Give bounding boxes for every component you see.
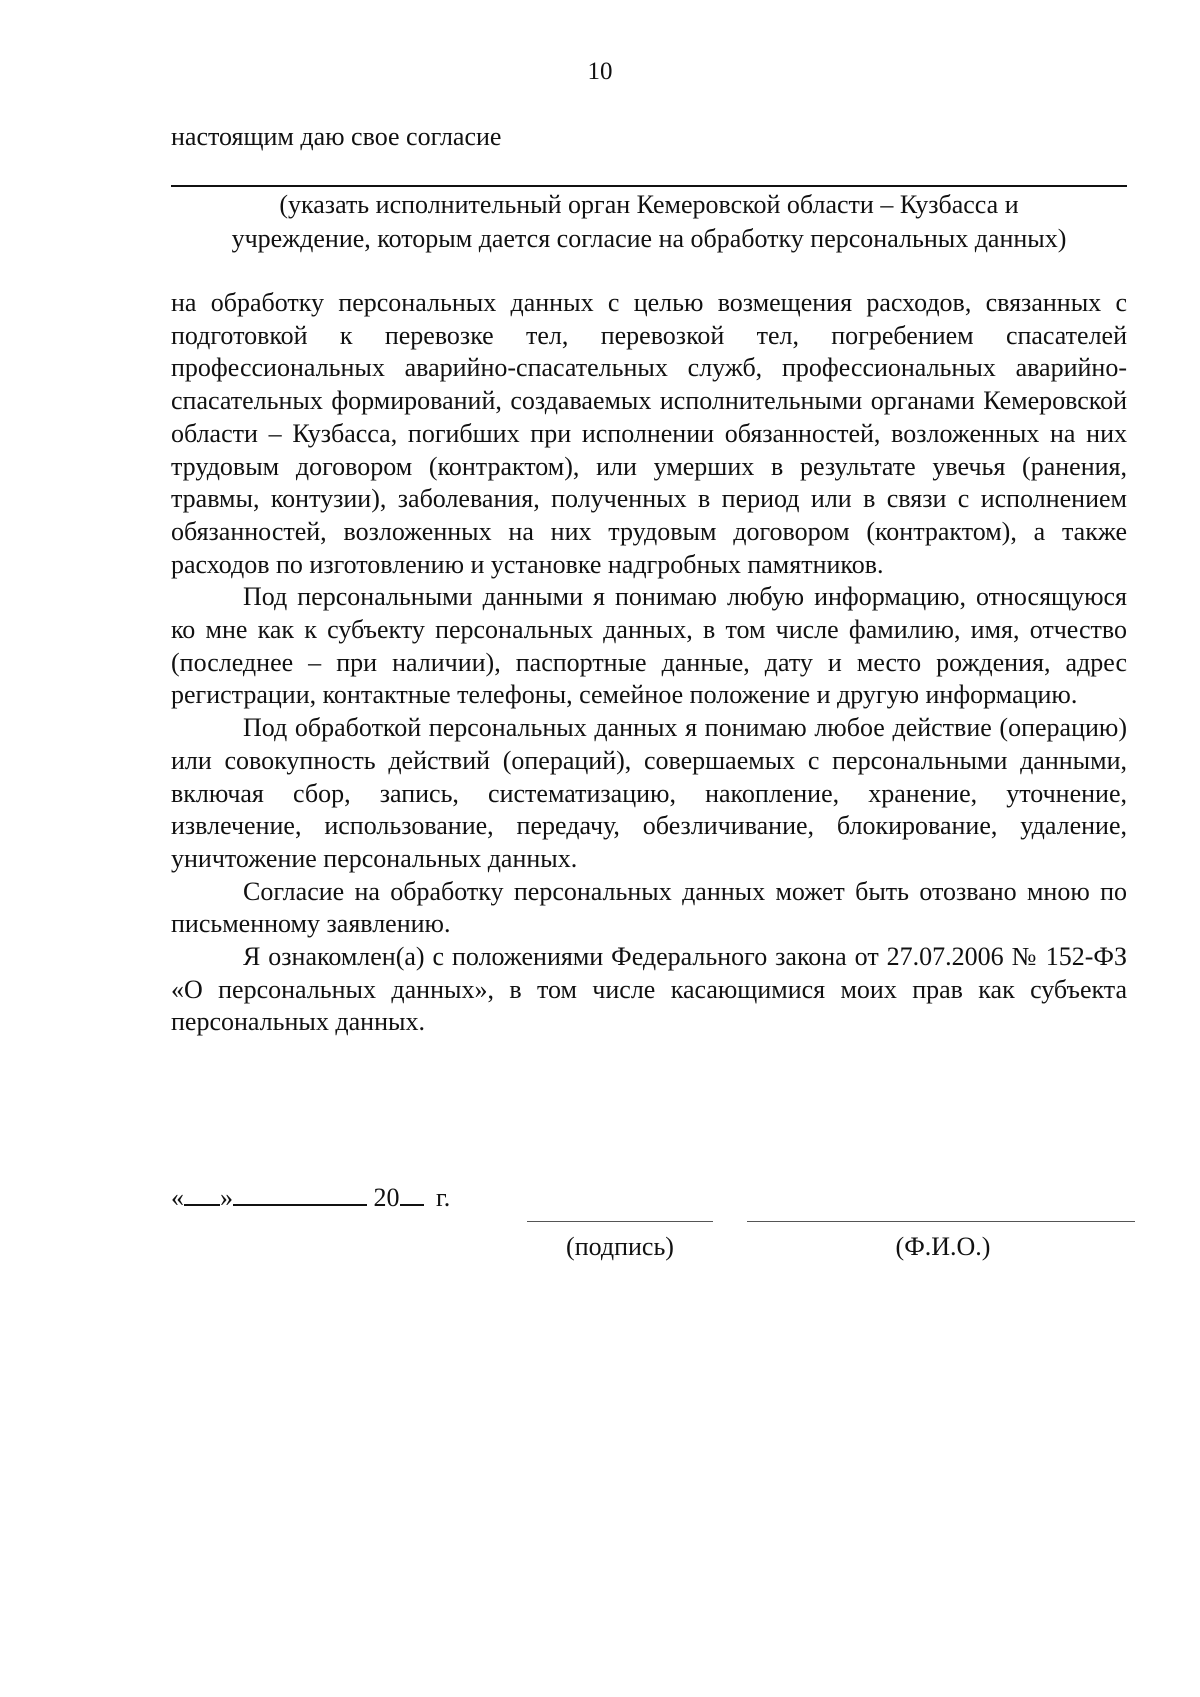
paragraph-purpose: на обработку персональных данных с целью возмещения расходов, связанных с подготовкой к перевозке тел, перевозкой тел, погребением спасателей профессиональных аварийно-спасательных служб, профессиональных аварийно-спасательных формирований, создаваемых исполнительными органами Кемеровской области – Кузбасса, погибших при исполнении обязанностей, возложенных на них трудовым договором (контрактом), или умерших в результате увечья (ранения, травмы, контузии), заболевания, полученных в период или в связи с исполнением обязанностей, возложенных на них трудовым договором (контрактом), а также расходов по изготовлению и установке надгробных памятников.	[171, 288, 1127, 579]
year-suffix: г.	[436, 1183, 451, 1212]
signature-line	[527, 1221, 713, 1222]
paragraph-acknowledgement: Я ознакомлен(а) с положениями Федерального закона от 27.07.2006 № 152-ФЗ «О персональных данных», в том числе касающимися моих прав как субъекта персональных данных.	[171, 942, 1127, 1037]
day-blank	[184, 1182, 220, 1206]
fio-caption: (Ф.И.О.)	[895, 1232, 991, 1261]
consent-intro: настоящим даю свое согласие	[171, 122, 502, 151]
date-open-quote: «	[171, 1183, 184, 1212]
consent-body	[171, 287, 1127, 1039]
date-close-quote: »	[220, 1183, 233, 1212]
organ-hint	[171, 188, 1127, 256]
organ-fill-line	[171, 185, 1127, 187]
signature-caption: (подпись)	[566, 1232, 674, 1261]
organ-hint-line-2: учреждение, которым дается согласие на обработку персональных данных)	[231, 224, 1067, 253]
organ-hint-line-1: (указать исполнительный орган Кемеровской области – Кузбасса и	[279, 190, 1019, 219]
year-prefix: 20	[373, 1183, 400, 1212]
paragraph-withdrawal: Согласие на обработку персональных данных может быть отозвано мною по письменному заявлению.	[171, 876, 1127, 939]
date-field	[171, 1182, 450, 1213]
paragraph-personal-data-definition: Под персональными данными я понимаю любую информацию, относящуюся ко мне как к субъекту персональных данных, в том числе фамилию, имя, отчество (последнее – при наличии), паспортные данные, дату и место рождения, адрес регистрации, контактные телефоны, семейное положение и другую информацию.	[171, 582, 1127, 710]
month-blank	[233, 1182, 367, 1206]
year-blank	[400, 1182, 424, 1206]
fio-line	[747, 1221, 1135, 1222]
paragraph-processing-definition: Под обработкой персональных данных я понимаю любое действие (операцию) или совокупность действий (операций), совершаемых с персональными данными, включая сбор, запись, систематизацию, накопление, хранение, уточнение, извлечение, использование, передачу, обезличивание, блокирование, удаление, уничтожение персональных данных.	[171, 713, 1127, 873]
page-number: 10	[587, 58, 613, 85]
